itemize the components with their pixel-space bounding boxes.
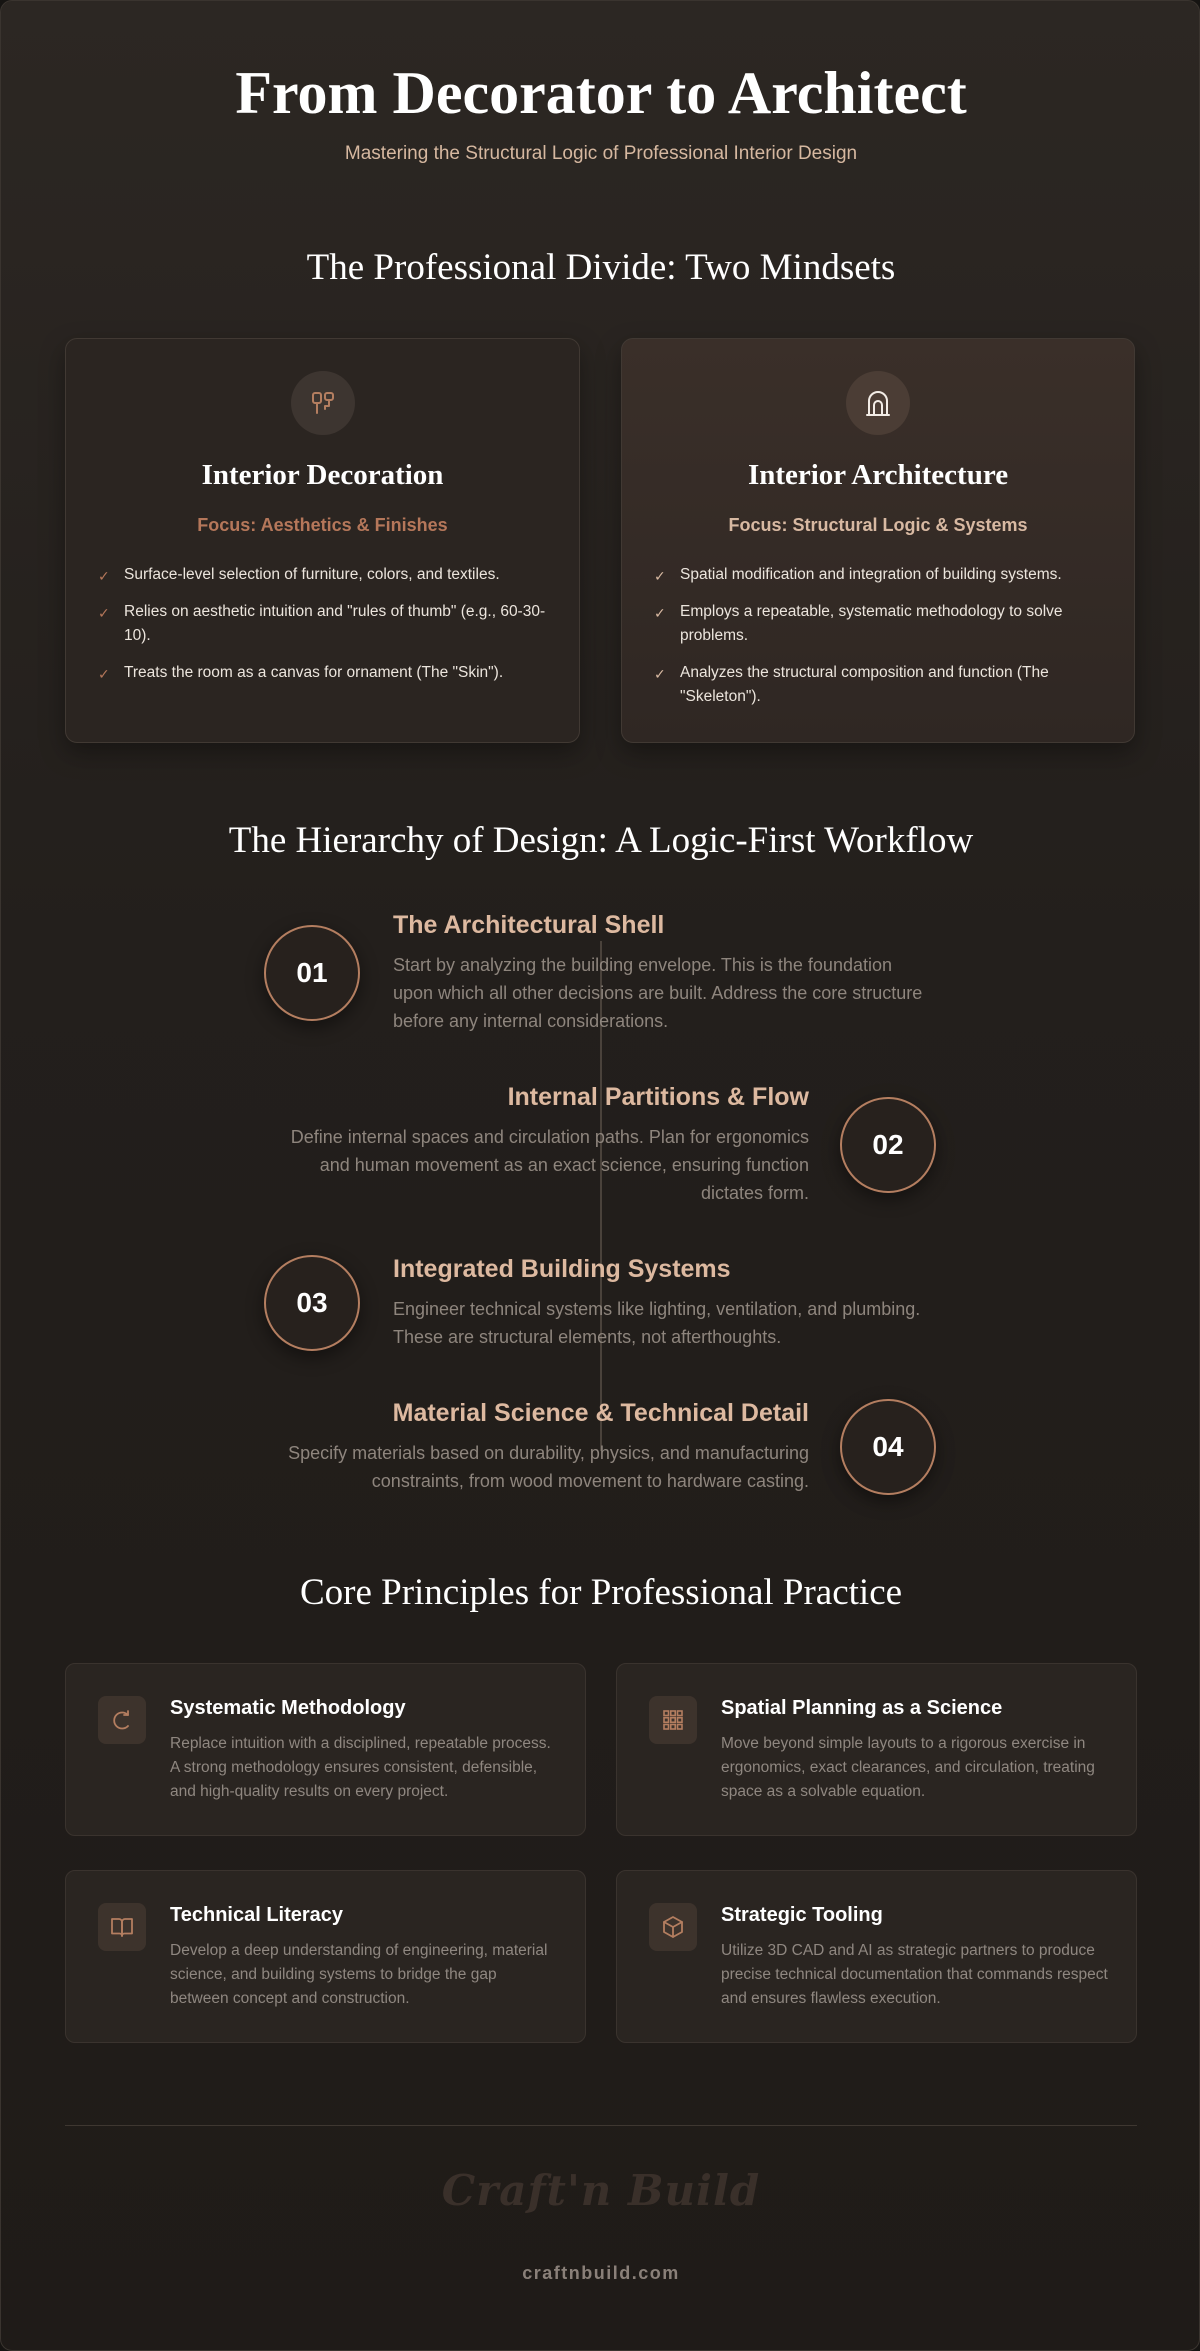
decoration-card [65,338,580,743]
step-title: Material Science & Technical Detail [392,1399,809,1427]
list-item: ✓ Spatial modification and integration of building systems. [654,563,1102,587]
principle-card-methodology [65,1663,586,1836]
check-icon: ✓ [654,605,666,621]
principle-card-strategic-tooling [616,1870,1137,2043]
step-number-badge: 01 [264,925,360,1021]
principle-card-spatial-planning [616,1663,1137,1836]
step-number-badge: 03 [264,1255,360,1351]
principles-section-title: Core Principles for Professional Practice [299,1572,903,1613]
decoration-list [98,563,547,698]
check-icon: ✓ [98,666,110,682]
principle-description: Replace intuition with a disciplined, repeatable process. A strong methodology ensures consistent, defensible, and high-quality results on every project. [170,1735,551,1800]
cycle-arrow-icon [98,1696,146,1744]
brand-logo: Craft'n Build [441,2166,761,2215]
architecture-focus: Focus: Structural Logic & Systems [728,515,1028,535]
principle-card-technical-literacy [65,1870,586,2043]
principle-description: Utilize 3D CAD and AI as strategic partners to produce precise technical documentation that commands respect and ensures flawless execution. [721,1942,1108,2007]
decoration-title: Interior Decoration [201,459,444,491]
footer-divider [65,2125,1137,2126]
step-description: Start by analyzing the building envelope. This is the foundation upon which all other decisions are built. Address the core structure before any internal considerations. [393,955,923,1031]
archway-icon [846,371,910,435]
decoration-focus: Focus: Aesthetics & Finishes [197,515,448,535]
grid-icon [649,1696,697,1744]
check-icon: ✓ [98,568,110,584]
workflow-section-title: The Hierarchy of Design: A Logic-First Workflow [228,820,974,861]
step-description: Specify materials based on durability, physics, and manufacturing constraints, from wood movement to hardware casting. [288,1443,809,1491]
check-icon: ✓ [98,605,110,621]
page-subtitle: Mastering the Structural Logic of Professional Interior Design [344,143,858,164]
footer-url-link[interactable]: craftnbuild.com [522,2263,680,2283]
check-icon: ✓ [654,568,666,584]
principle-title: Spatial Planning as a Science [721,1697,1003,1719]
step-number-badge: 04 [840,1399,936,1495]
step-description: Define internal spaces and circulation paths. Plan for ergonomics and human movement as an exact science, ensuring function dictates form. [290,1127,809,1203]
principle-description: Develop a deep understanding of engineering, material science, and building systems to bridge the gap between concept and construction. [170,1942,548,2007]
principle-title: Systematic Methodology [170,1697,406,1719]
paint-roller-icon [291,371,355,435]
step-title: Integrated Building Systems [393,1255,731,1283]
list-item: ✓ Employs a repeatable, systematic methodology to solve problems. [654,603,1063,644]
cube-icon [649,1903,697,1951]
step-description: Engineer technical systems like lighting, ventilation, and plumbing. These are structural elements, not afterthoughts. [393,1299,921,1347]
step-title: Internal Partitions & Flow [507,1083,809,1111]
list-item: ✓ Surface-level selection of furniture, colors, and textiles. [98,563,547,587]
architecture-list [654,563,1102,722]
check-icon: ✓ [654,666,666,682]
principle-description: Move beyond simple layouts to a rigorous exercise in ergonomics, exact clearances, and circulation, treating space as a solvable equation. [721,1735,1095,1800]
list-item: ✓ Relies on aesthetic intuition and "rules of thumb" (e.g., 60-30-10). [98,603,546,644]
architecture-card [621,338,1135,743]
step-title: The Architectural Shell [393,911,665,939]
mindsets-section-title: The Professional Divide: Two Mindsets [306,247,896,288]
list-item: ✓ Analyzes the structural composition and function (The "Skeleton"). [654,664,1049,705]
open-book-icon [98,1903,146,1951]
principle-title: Technical Literacy [170,1904,344,1926]
principle-title: Strategic Tooling [721,1904,883,1926]
list-item: ✓ Treats the room as a canvas for ornament (The "Skin"). [98,661,547,685]
step-number-badge: 02 [840,1097,936,1193]
page-title: From Decorator to Architect [235,60,967,126]
architecture-title: Interior Architecture [747,459,1009,491]
